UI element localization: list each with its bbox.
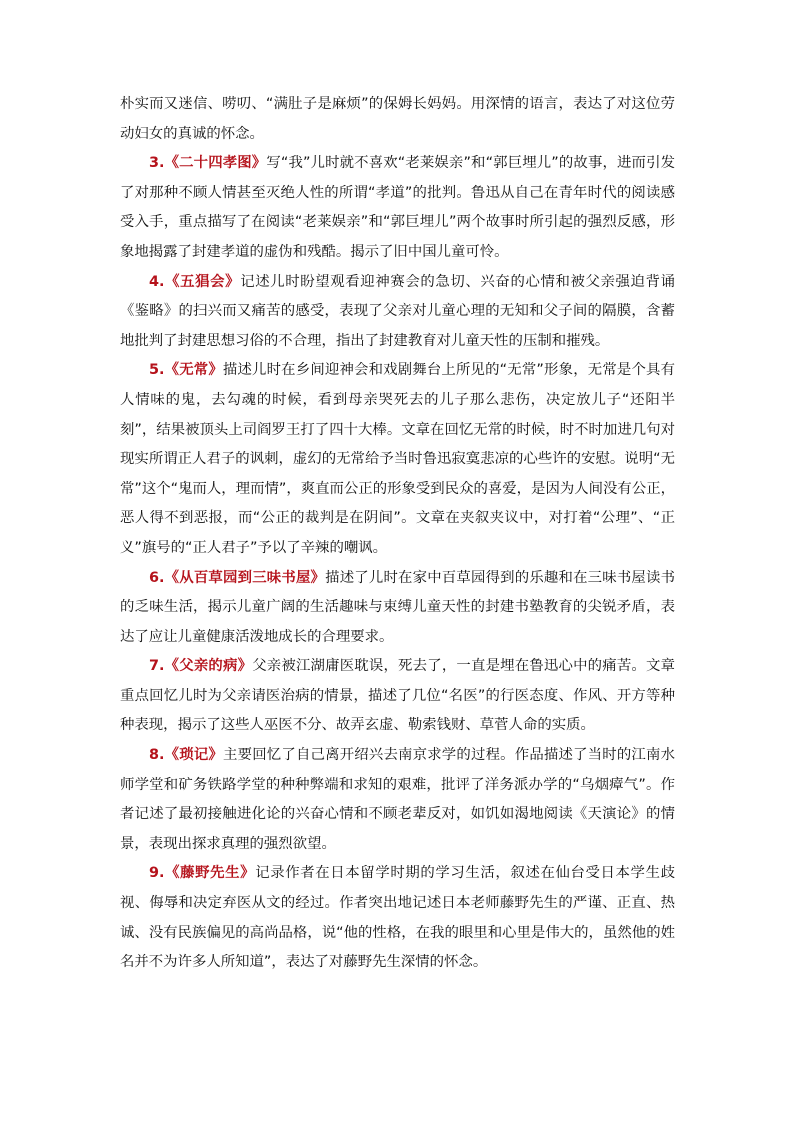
paragraph-text: 记录作者在日本留学时期的学习生活，叙述在仙台受日本学生歧视、侮辱和决定弃医从文的经过。作者突出地记述日本老师藤野先生的严谨、正直、热诚、没有民族偏见的高尚品格，说“他的性格，在我的眼里和心里是伟大的，虽然他的姓名并不为许多人所知道”，表达了对藤野先生深情的怀念。 (120, 865, 675, 971)
paragraph-text: 朴实而又迷信、唠叨、“满肚子是麻烦”的保姆长妈妈。用深情的语言，表达了对这位劳动妇女的真诚的怀念。 (120, 96, 675, 142)
item-title: 《藤野先生》 (164, 865, 256, 882)
item-number: 5. (149, 362, 165, 379)
paragraph-text: 记述儿时盼望观看迎神赛会的急切、兴奋的心情和被父亲强迫背诵《鉴略》的扫兴而又痛苦的感受，表现了父亲对儿童心理的无知和父子间的隔膜，含蓄地批判了封建思想习俗的不合理，指出了封建教育对儿童天性的压制和摧残。 (120, 273, 675, 349)
paragraph-wuchang (120, 356, 675, 563)
paragraph-text: 主要回忆了自己离开绍兴去南京求学的过程。作品描述了当时的江南水师学堂和矿务铁路学堂的种种弊端和求知的艰难，批评了洋务派办学的“乌烟瘴气”。作者记述了最初接触进化论的兴奋心情和不顾老辈反对，如饥如渴地阅读《天演论》的情景，表现出探求真理的强烈欲望。 (120, 747, 675, 852)
paragraph-fuqin-de-bing (120, 652, 675, 741)
item-title: 《无常》 (164, 362, 223, 379)
paragraph-changmama-continued (120, 90, 675, 149)
paragraph-wuchanghui (120, 268, 675, 357)
item-number: 3. (149, 155, 165, 172)
item-title: 《从百草园到三味书屋》 (164, 569, 326, 586)
paragraph-text: 描述儿时在乡间迎神会和戏剧舞台上所见的“无常”形象，无常是个具有人情味的鬼，去勾魂的时候，看到母亲哭死去的儿子那么悲伤，决定放儿子“还阳半刻”，结果被顶头上司阎罗王打了四十大棒。文章在回忆无常的时候，时不时加进几句对现实所谓正人君子的讽刺，虚幻的无常给予当时鲁迅寂寞悲凉的心些许的安慰。说明“无常”这个“鬼而人，理而情”，爽直而公正的形象受到民众的喜爱，是因为人间没有公正，恶人得不到恶报，而“公正的裁判是在阴间”。文章在夹叙夹议中，对打着“公理”、“正义”旗号的“正人君子”予以了辛辣的嘲讽。 (120, 362, 675, 556)
item-number: 4. (149, 273, 165, 290)
item-number: 6. (149, 569, 165, 586)
paragraph-text: 父亲被江湖庸医耽误，死去了，一直是埋在鲁迅心中的痛苦。文章重点回忆儿时为父亲请医治病的情景，描述了几位“名医”的行医态度、作风、开方等种种表现，揭示了这些人巫医不分、故弄玄虚、勒索钱财、草菅人命的实质。 (120, 658, 675, 734)
item-title: 《琐记》 (164, 747, 224, 764)
paragraph-baicaoyuan (120, 564, 675, 653)
item-number: 7. (149, 658, 165, 675)
item-number: 8. (149, 747, 165, 764)
paragraph-ershisi-xiaotu (120, 149, 675, 267)
paragraph-suoji (120, 741, 675, 859)
paragraph-text: 写“我”儿时就不喜欢“老莱娱亲”和“郭巨埋儿”的故事，进而引发了对那种不顾人情甚至灭绝人性的所谓“孝道”的批判。鲁迅从自己在青年时代的阅读感受入手，重点描写了在阅读“老莱娱亲”和“郭巨埋儿”两个故事时所引起的强烈反感，形象地揭露了封建孝道的虚伪和残酷。揭示了旧中国儿童可怜。 (120, 155, 675, 260)
item-title: 《五猖会》 (164, 273, 241, 290)
item-title: 《二十四孝图》 (164, 155, 267, 172)
item-title: 《父亲的病》 (164, 658, 253, 675)
paragraph-tengye-xiansheng (120, 859, 675, 977)
document-page (120, 90, 675, 978)
paragraph-text: 描述了儿时在家中百草园得到的乐趣和在三味书屋读书的乏味生活，揭示儿童广阔的生活趣味与束缚儿童天性的封建书塾教育的尖锐矛盾，表达了应让儿童健康活泼地成长的合理要求。 (120, 569, 675, 645)
item-number: 9. (149, 865, 165, 882)
